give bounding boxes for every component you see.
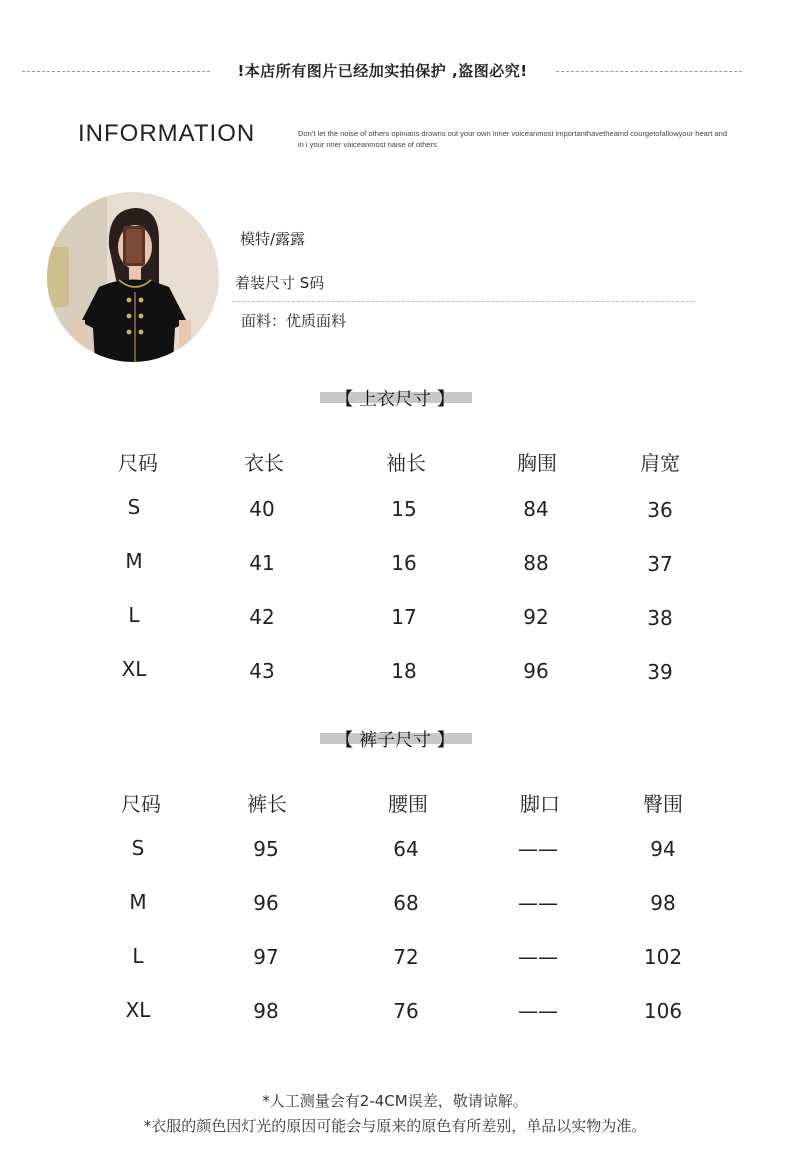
copyright-notice: !本店所有图片已经加实拍保护 ,盗图必究!	[237, 62, 528, 80]
pants-header-length: 裤长	[247, 792, 287, 816]
model-photo	[47, 192, 219, 362]
pants-cell: ——	[518, 837, 558, 861]
top-cell: M	[125, 549, 143, 573]
top-header-chest: 胸围	[517, 451, 557, 475]
pants-cell: 98	[650, 891, 676, 915]
pants-cell: 95	[253, 837, 279, 861]
top-cell: 37	[647, 552, 673, 576]
pants-cell: ——	[518, 999, 558, 1023]
divider-right	[556, 71, 742, 72]
top-cell: 17	[391, 605, 417, 629]
pants-cell: XL	[125, 998, 151, 1022]
pants-header-hem: 脚口	[520, 792, 560, 816]
pants-cell: 72	[393, 945, 419, 969]
pants-cell: 96	[253, 891, 279, 915]
pants-cell: M	[129, 890, 147, 914]
pants-cell: 106	[643, 999, 683, 1023]
top-cell: 41	[249, 551, 275, 575]
pants-size-section-title	[0, 726, 790, 752]
top-cell: S	[127, 495, 141, 519]
top-cell: 42	[249, 605, 275, 629]
measurement-note: *人工测量会有2-4CM误差，敬请谅解。	[262, 1092, 528, 1110]
pants-cell: 94	[650, 837, 676, 861]
size-worn: 着装尺寸 S码	[235, 274, 325, 292]
pants-cell: 102	[643, 945, 683, 969]
divider-left	[22, 71, 210, 72]
top-size-section-title	[0, 385, 790, 411]
top-header-sleeve: 袖长	[386, 451, 426, 475]
color-note: *衣服的颜色因灯光的原因可能会与原来的原色有所差别，单品以实物为准。	[143, 1117, 647, 1135]
top-cell: 43	[249, 659, 275, 683]
model-illustration	[47, 192, 219, 362]
fabric-info: 面料：优质面料	[241, 312, 347, 330]
pants-cell: 98	[253, 999, 279, 1023]
pants-header-size: 尺码	[121, 792, 161, 816]
top-cell: 15	[391, 497, 417, 521]
pants-cell: 68	[393, 891, 419, 915]
pants-header-hip: 臀围	[643, 792, 683, 816]
pants-cell: ——	[518, 891, 558, 915]
pants-cell: 76	[393, 999, 419, 1023]
model-name: 模特/露露	[240, 230, 306, 248]
top-size-title: 【 上衣尺寸 】	[335, 389, 455, 410]
pants-cell: ——	[518, 945, 558, 969]
info-divider	[232, 301, 694, 302]
information-heading: INFORMATION	[78, 120, 256, 147]
top-cell: 16	[391, 551, 417, 575]
top-cell: 84	[523, 497, 549, 521]
top-cell: 96	[523, 659, 549, 683]
top-cell: 18	[391, 659, 417, 683]
pants-cell: 64	[393, 837, 419, 861]
top-header-length: 衣长	[244, 451, 284, 475]
top-cell: XL	[121, 657, 147, 681]
top-cell: 38	[647, 606, 673, 630]
pants-cell: 97	[253, 945, 279, 969]
pants-cell: L	[132, 944, 144, 968]
copyright-notice-row	[0, 58, 790, 86]
pants-header-waist: 腰围	[388, 792, 428, 816]
top-cell: 88	[523, 551, 549, 575]
top-cell: 40	[249, 497, 275, 521]
top-header-shoulder: 肩宽	[640, 451, 680, 475]
top-cell: 92	[523, 605, 549, 629]
top-cell: 36	[647, 498, 673, 522]
top-cell: L	[128, 603, 140, 627]
top-cell: 39	[647, 660, 673, 684]
pants-size-title: 【 裤子尺寸 】	[335, 730, 455, 751]
top-header-size: 尺码	[118, 451, 158, 475]
pants-cell: S	[131, 836, 145, 860]
information-subtitle: Don’t let the noise of others opinians drowns out your own inner voiceanmost importanthavetheamd courgetofallowyour heart and in i your nner vaiceanmost naise of others	[298, 129, 727, 149]
